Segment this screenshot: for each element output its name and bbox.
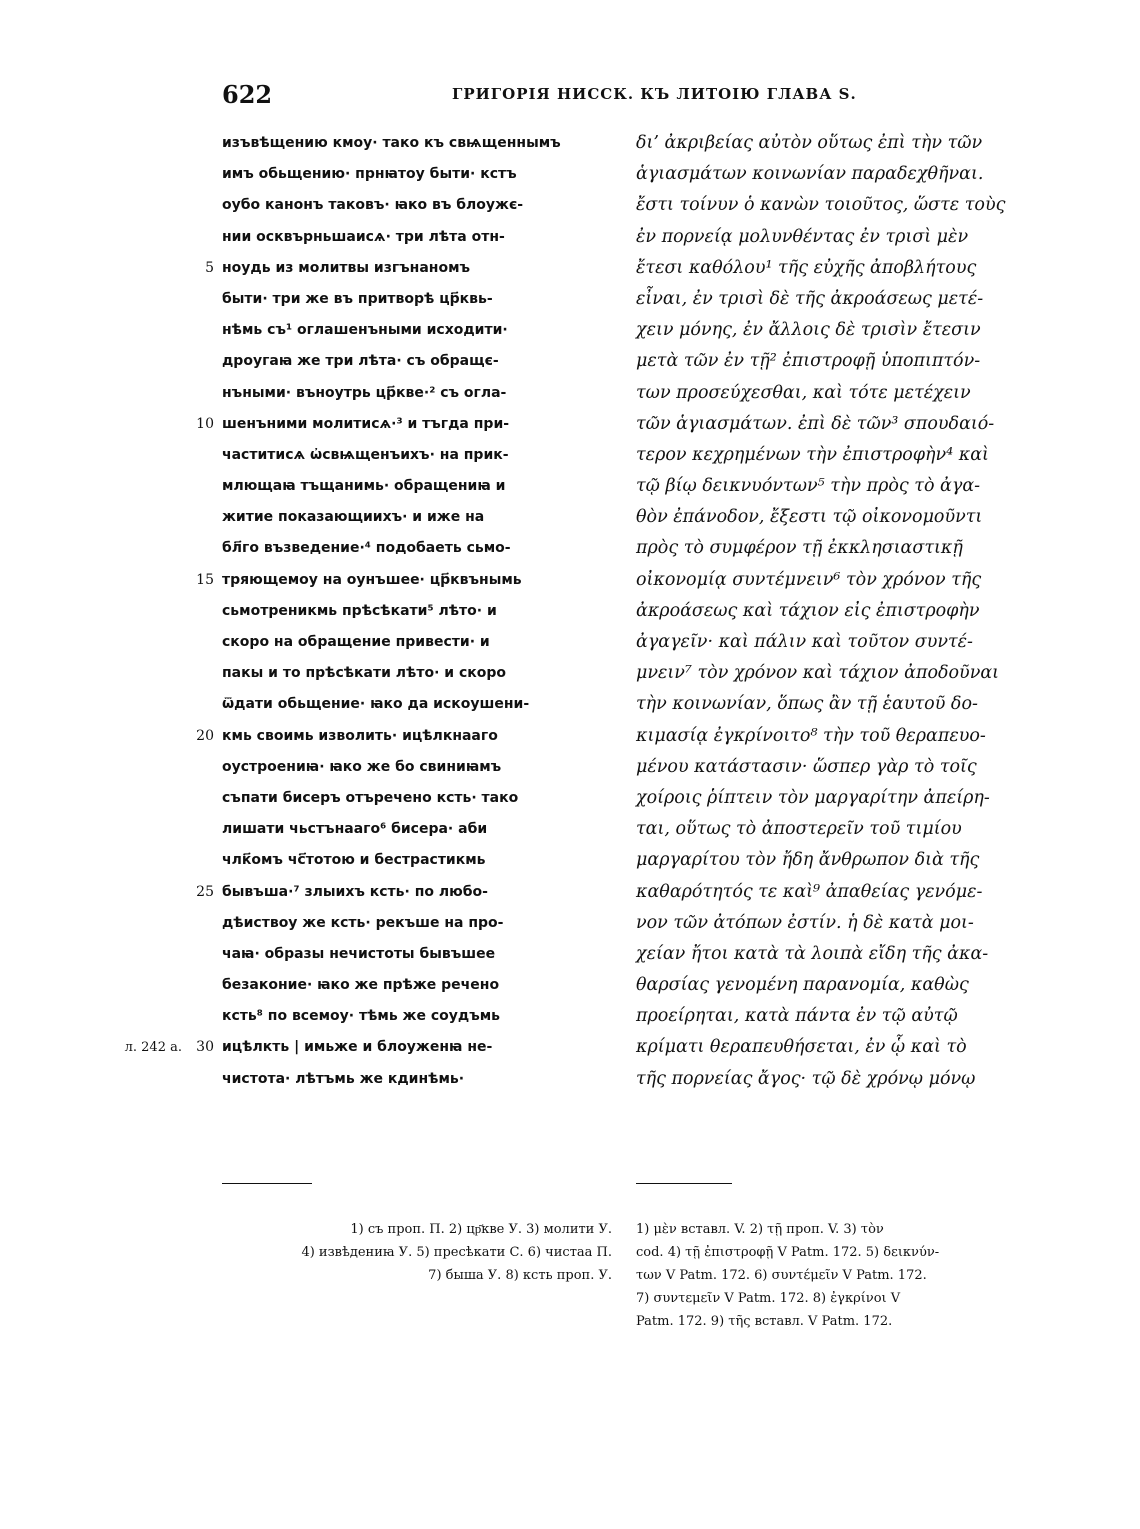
slavonic-line (222, 190, 610, 221)
slavonic-line-text: нъными· въноутрь цр҃кве·² съ огла- (222, 384, 507, 401)
note-line (222, 1264, 612, 1287)
slavonic-line (222, 346, 610, 377)
line-number: 15 (196, 571, 214, 588)
slavonic-line-text: лишати чьстънааго⁶ бисера· аби (222, 821, 488, 838)
slavonic-line-text: ѿдати обьщение· ꙗко да искоушени- (222, 696, 530, 713)
slavonic-line-text: чистота· лѣтъмь же кдинѣмь· (222, 1070, 465, 1087)
footnotes-right (636, 1218, 1031, 1333)
greek-line (636, 533, 1031, 564)
slavonic-line-text: частитисѧ ѡ҆свѩщенъихъ· на прик- (222, 446, 509, 463)
greek-line-text: τερον κεχρημένων τὴν ἐπιστροφὴν⁴ καὶ (636, 444, 989, 465)
greek-line (636, 378, 1031, 409)
greek-line (636, 471, 1031, 502)
greek-line-text: τῆς πορνείας ἄγος· τῷ δὲ χρόνῳ μόνῳ (636, 1068, 976, 1089)
note-line-text: 1) μὲν вставл. V. 2) τῇ проп. V. 3) τὸν (636, 1222, 884, 1237)
slavonic-line (196, 409, 610, 440)
slavonic-line (222, 596, 610, 627)
footnote-divider-left (222, 1183, 312, 1184)
note-line-text: των V Patm. 172. 6) συντέμεῖν V Patm. 172. (636, 1268, 927, 1283)
greek-line (636, 596, 1031, 627)
slavonic-line (222, 908, 610, 939)
slavonic-line (222, 627, 610, 658)
note-line-text: cod. 4) τῇ ἐπιστροφῇ V Patm. 172. 5) δεικνύν- (636, 1245, 940, 1260)
greek-line (636, 658, 1031, 689)
slavonic-line-text: кмь своимь изволить· ицѣлкнааго (222, 727, 498, 744)
greek-line-text: χοίροις ῥίπτειν τὸν μαργαρίτην ἀπείρη- (636, 787, 990, 808)
greek-line-text: κρίματι θεραπευθήσεται, ἐν ᾧ καὶ τὸ (636, 1037, 967, 1058)
running-title: ГРИГОРІЯ НИССК. КЪ ЛИТОІЮ ГЛАВА Ѕ. (452, 85, 857, 103)
greek-line-text: ἀγαγεῖν· καὶ πάλιν καὶ τοῦτον συντέ- (636, 632, 973, 652)
note-line (222, 1241, 612, 1264)
note-line-text: 1) съ проп. П. 2) цр҃кве У. 3) молити У. (350, 1222, 612, 1237)
greek-line-text: ἔτεσι καθόλου¹ τῆς εὐχῆς ἀποβλήτους (636, 257, 977, 278)
greek-line (636, 128, 1031, 159)
line-number: 5 (205, 259, 214, 276)
line-number: 10 (196, 415, 214, 432)
slavonic-line-text: ноудь из молитвы изгънаномъ (222, 259, 471, 276)
slavonic-line-text: чаꙗ· образы нечистоты бывъшее (222, 945, 496, 962)
greek-line-text: των προσεύχεσθαι, καὶ τότε μετέχειν (636, 382, 971, 403)
greek-line-text: θὸν ἐπάνοδον, ἔξεστι τῷ οἰκονομοῦντι (636, 507, 983, 528)
greek-line-text: χειν μόνης, ἐν ἄλλοις δὲ τρισὶν ἔτεσιν (636, 320, 981, 341)
slavonic-line-text: житие показающиихъ· и иже на (222, 509, 485, 526)
greek-line-text: πρὸς τὸ συμφέρον τῇ ἐκκλησιαστικῇ (636, 538, 963, 559)
slavonic-line-text: дѣиствоу же ксть· рекъше на про- (222, 914, 504, 931)
greek-line-text: ται, οὕτως τὸ ἀποστερεῖν τοῦ τιμίου (636, 819, 962, 840)
greek-line (636, 502, 1031, 533)
greek-line-text: χείαν ἤτοι κατὰ τὰ λοιπὰ εἴδη τῆς ἀκα- (636, 943, 989, 964)
slavonic-line (222, 970, 610, 1001)
greek-line-text: κιμασίᾳ ἐγκρίνοιτο⁸ τὴν τοῦ θεραπευο- (636, 725, 986, 746)
greek-line-text: νον τῶν ἀτόπων ἐστίν. ἡ δὲ κατὰ μοι- (636, 912, 974, 933)
slavonic-line-text: млющаꙗ тъщанимь· обращениꙗ и (222, 478, 506, 495)
line-number: 20 (196, 727, 214, 744)
slavonic-line (196, 877, 610, 908)
greek-line (636, 159, 1031, 190)
greek-line-text: τῷ βίῳ δεικνυόντων⁵ τὴν πρὸς τὸ ἀγα- (636, 476, 981, 497)
greek-line (636, 814, 1031, 845)
slavonic-line-text: быти· три же въ притворѣ цр҃квь- (222, 290, 493, 307)
greek-line (636, 908, 1031, 939)
slavonic-line-text: изъвѣщению кмоу· тако къ свѩщеннымъ (222, 135, 561, 151)
slavonic-line (222, 814, 610, 845)
slavonic-line (222, 315, 610, 346)
footnotes-left (222, 1218, 612, 1287)
greek-line (636, 253, 1031, 284)
folio-marker: л. 242 а. (124, 1040, 182, 1056)
slavonic-line-text: ицѣлкть | имьже и блоуженꙗ не- (222, 1039, 493, 1056)
greek-line (636, 970, 1031, 1001)
greek-line-text: μένου κατάστασιν· ὥσπερ γὰρ τὸ τοῖς (636, 756, 977, 777)
slavonic-line (222, 845, 610, 876)
slavonic-line (196, 721, 610, 752)
footnote-divider-right (636, 1183, 732, 1184)
greek-line (636, 939, 1031, 970)
greek-line (636, 1032, 1031, 1063)
greek-line-text: ἁγιασμάτων κοινωνίαν παραδεχθῆναι. (636, 164, 984, 185)
slavonic-line (222, 939, 610, 970)
greek-line (636, 284, 1031, 315)
slavonic-line (222, 1064, 610, 1095)
slavonic-line-text: дроугаꙗ же три лѣта· съ обращє- (222, 353, 499, 370)
greek-line-text: προείρηται, κατὰ πάντα ἐν τῷ αὐτῷ (636, 1006, 958, 1027)
greek-line (636, 190, 1031, 221)
greek-line-text: τὴν κοινωνίαν, ὅπως ἂν τῇ ἑαυτοῦ δο- (636, 694, 978, 715)
greek-line (636, 315, 1031, 346)
greek-line-text: δι’ ἀκριβείας αὐτὸν οὕτως ἐπὶ τὴν τῶν (636, 133, 983, 153)
slavonic-line-text: члк҃омъ чс҃тотою и бестрастикмь (222, 852, 486, 869)
note-line-text: 7) быша У. 8) ксть проп. У. (428, 1268, 612, 1283)
slavonic-line (222, 658, 610, 689)
note-line-text: 4) извѣдениꙗ У. 5) пресѣкати С. 6) чистаа П. (301, 1245, 612, 1260)
greek-line-text: ἐν πορνείᾳ μολυνθέντας ἐν τρισὶ μὲν (636, 226, 969, 247)
note-line (636, 1241, 1031, 1264)
slavonic-line-text: съпати бисеръ отъречено ксть· тако (222, 789, 519, 806)
greek-line (636, 222, 1031, 253)
note-line (636, 1287, 1031, 1310)
greek-line (636, 689, 1031, 720)
slavonic-line (222, 783, 610, 814)
greek-line (636, 440, 1031, 471)
note-line-text: Patm. 172. 9) τῆς вставл. V Patm. 172. (636, 1314, 893, 1329)
greek-line-text: τῶν ἁγιασμάτων. ἐπὶ δὲ τῶν³ σπουδαιό- (636, 413, 995, 434)
slavonic-line-text: нии осквърньшаисѧ· три лѣта отн- (222, 228, 505, 245)
line-number: 25 (196, 883, 214, 900)
note-line (222, 1218, 612, 1241)
greek-line (636, 877, 1031, 908)
greek-line-text: καθαρότητός τε καὶ⁹ ἀπαθείας γενόμε- (636, 881, 983, 902)
slavonic-line-text: имъ обьщению· прнꙗтоу быти· кстъ (222, 166, 517, 183)
slavonic-line-text: оустроениꙗ· ꙗко же бо свиниꙗмъ (222, 758, 502, 775)
slavonic-line-text: безаконие· ꙗко же прѣже речено (222, 977, 500, 994)
greek-line (636, 845, 1031, 876)
slavonic-line (205, 253, 610, 284)
slavonic-line (222, 1001, 610, 1032)
greek-line (636, 721, 1031, 752)
greek-line (636, 1001, 1031, 1032)
greek-line (636, 565, 1031, 596)
greek-line-text: ἀκροάσεως καὶ τάχιον εἰς ἐπιστροφὴν (636, 600, 980, 621)
slavonic-line (222, 222, 610, 253)
greek-line-text: οἰκονομίᾳ συντέμνειν⁶ τὸν χρόνον τῆς (636, 569, 982, 590)
greek-column (636, 128, 1031, 1095)
slavonic-line-text: бл҃го възведение·⁴ подобаеть сьмо- (222, 540, 511, 557)
slavonic-line (196, 565, 610, 596)
slavonic-line-text: тряющемоу на оунъшее· цр҃квънымь (222, 571, 522, 588)
greek-line (636, 752, 1031, 783)
slavonic-line-text: шенъними молитисѧ·³ и тъгда при- (222, 415, 510, 432)
slavonic-line-text: оубо канонъ таковъ· ꙗко въ блоужє- (222, 197, 524, 214)
line-number: 30 (196, 1039, 214, 1056)
slavonic-line (222, 128, 610, 159)
slavonic-line (222, 284, 610, 315)
greek-line (636, 783, 1031, 814)
greek-line (636, 346, 1031, 377)
greek-line-text: μαργαρίτου τὸν ἤδη ἄνθρωπον διὰ τῆς (636, 850, 980, 871)
slavonic-line (222, 502, 610, 533)
church-slavonic-column (124, 128, 610, 1095)
greek-line-text: εἶναι, ἐν τρισὶ δὲ τῆς ἀκροάσεως μετέ- (636, 288, 984, 309)
slavonic-line-text: скоро на обращение привести· и (222, 634, 490, 650)
greek-line (636, 409, 1031, 440)
slavonic-line (222, 752, 610, 783)
slavonic-line-text: нѣмь съ¹ оглашенъными исходити· (222, 322, 508, 339)
greek-line (636, 1064, 1031, 1095)
note-line (636, 1264, 1031, 1287)
page-number: 622 (222, 80, 273, 109)
slavonic-line-text: бывъша·⁷ злыихъ ксть· по любо- (222, 883, 488, 900)
slavonic-line (222, 689, 610, 720)
note-line-text: 7) συντεμεῖν V Patm. 172. 8) ἐγκρίνοι V (636, 1291, 901, 1306)
slavonic-line (222, 159, 610, 190)
note-line (636, 1218, 1031, 1241)
slavonic-line-text: пакы и то прѣсѣкати лѣто· и скоро (222, 665, 507, 682)
greek-line-text: μνειν⁷ τὸν χρόνον καὶ τάχιον ἀποδοῦναι (636, 663, 1000, 684)
slavonic-line-text: ксть⁸ по всемоу· тѣмь же соудъмь (222, 1008, 501, 1025)
note-line (636, 1310, 1031, 1333)
slavonic-line (222, 378, 610, 409)
slavonic-line (124, 1032, 610, 1063)
greek-line (636, 627, 1031, 658)
slavonic-line (222, 471, 610, 502)
slavonic-line (222, 440, 610, 471)
slavonic-line-text: сьмотреникмь прѣсѣкати⁵ лѣто· и (222, 602, 497, 619)
greek-line-text: ἔστι τοίνυν ὁ κανὼν τοιοῦτος, ὥστε τοὺς (636, 195, 1006, 216)
greek-line-text: θαρσίας γενομένη παρανομία, καθὼς (636, 975, 969, 996)
greek-line-text: μετὰ τῶν ἐν τῇ² ἐπιστροφῇ ὑποπιπτόν- (636, 351, 981, 372)
slavonic-line (222, 533, 610, 564)
